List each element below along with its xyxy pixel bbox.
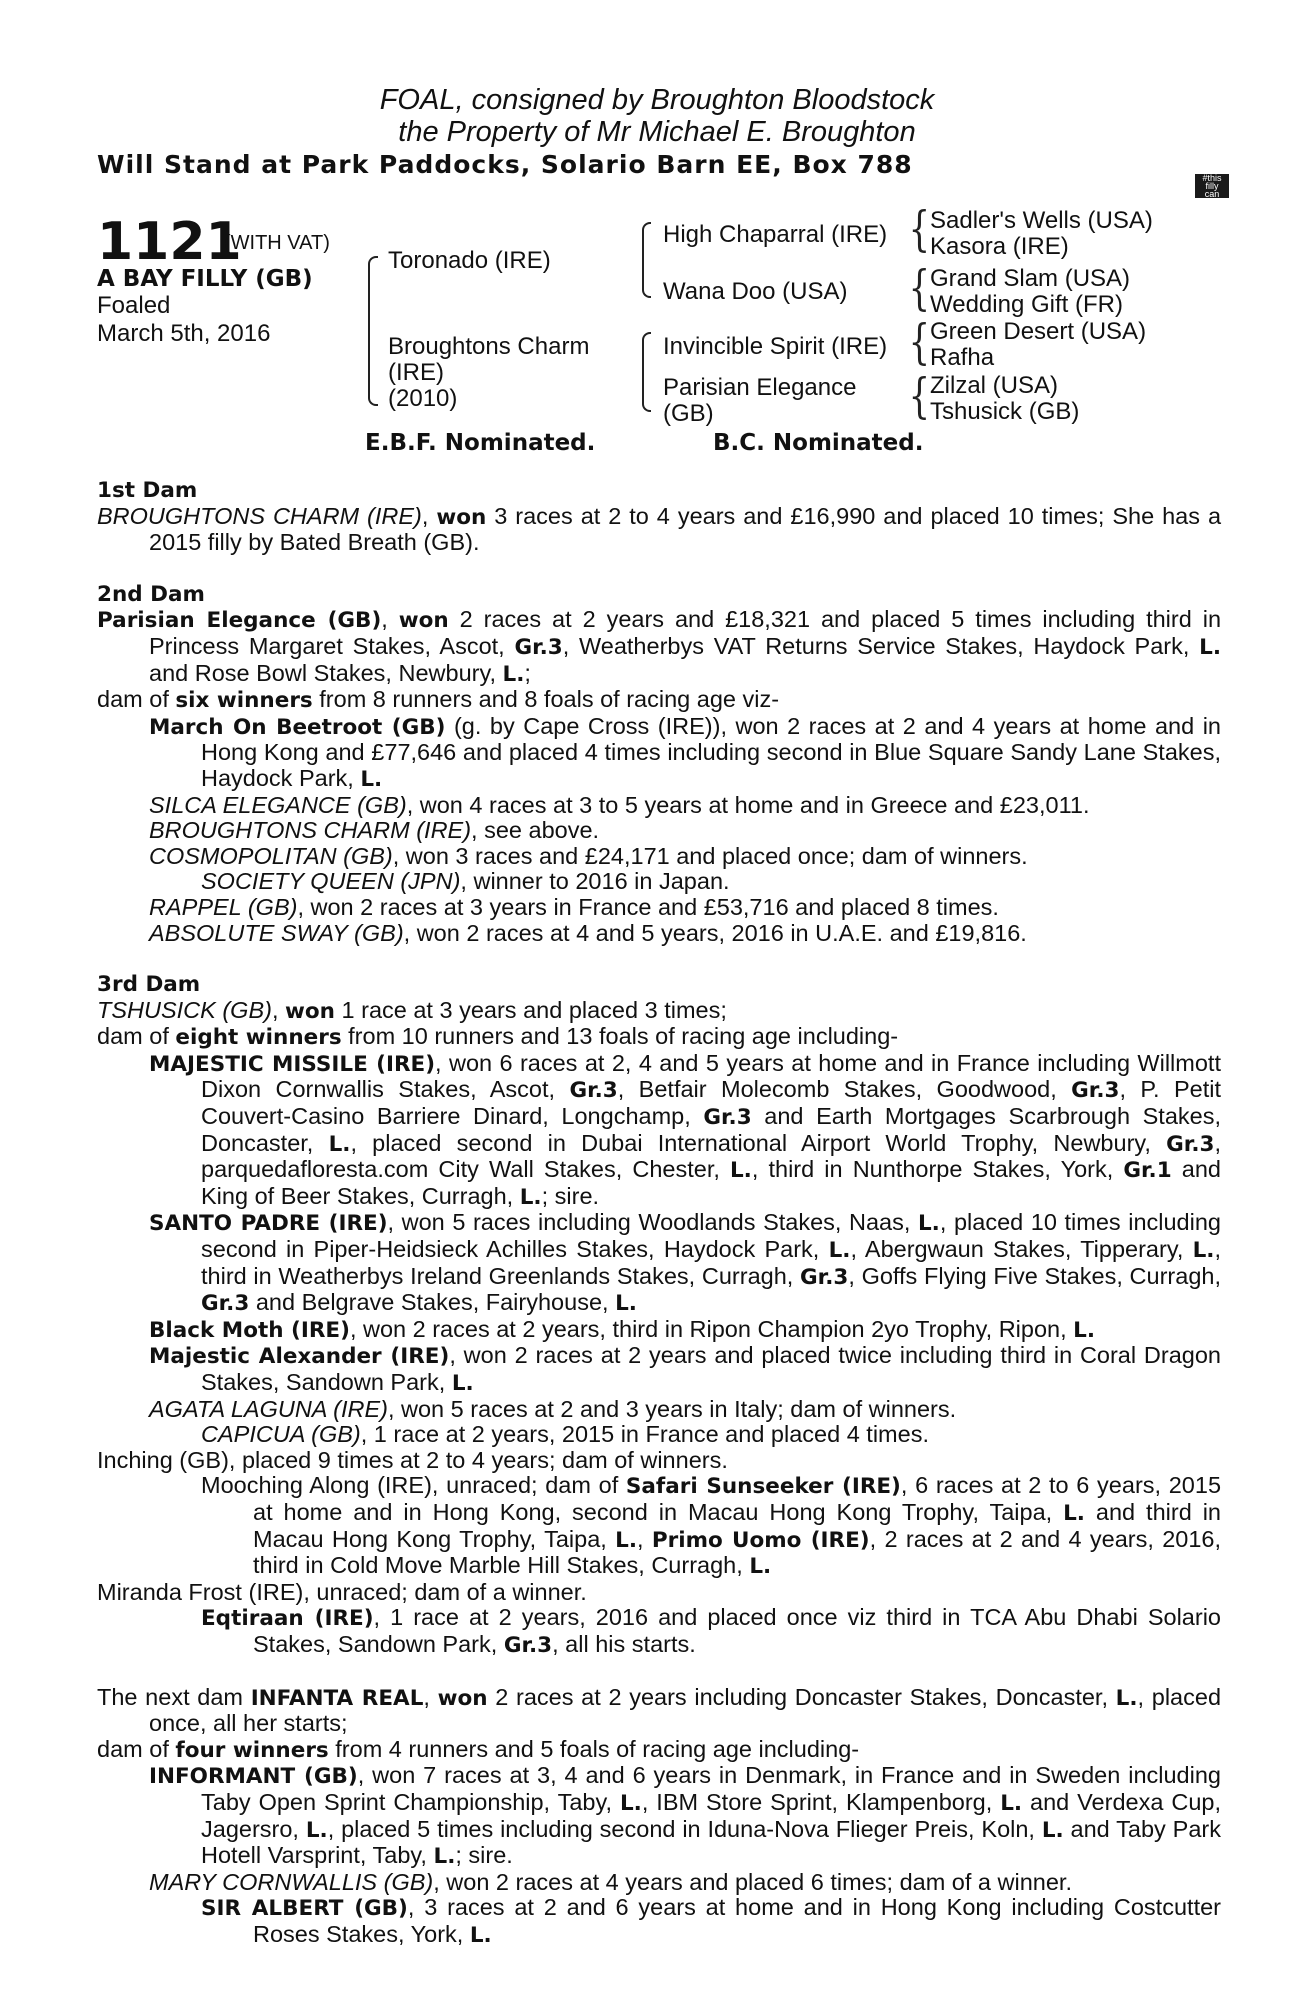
produce-cosmopolitan: COSMOPOLITAN (GB), won 3 races and £24,171 and placed once; dam of winners.	[149, 842, 1028, 869]
foaled-date: March 5th, 2016	[97, 320, 271, 347]
second-dam-entry: Parisian Elegance (GB), won 2 races at 2 years and £18,321 and placed 5 times including third in Princess Margaret Stakes, Ascot, Gr.3, Weatherbys VAT Returns Service Stakes, Haydock Park, L. and Rose Bowl Stakes, Newbury, L.;	[97, 606, 1222, 687]
third-dam-heading: 3rd Dam	[97, 972, 201, 998]
lot-name: A BAY FILLY (GB)	[97, 266, 313, 292]
first-dam-name: BROUGHTONS CHARM (IRE)	[97, 502, 422, 529]
stand-location: Will Stand at Park Paddocks, Solario Barn EE, Box 788	[97, 150, 913, 179]
second-dam-name: Parisian Elegance (GB)	[97, 608, 382, 634]
sire-dam-bracket	[368, 256, 378, 406]
dam-dam-line-1: Parisian Elegance	[663, 374, 857, 401]
brace-3: {	[908, 314, 930, 370]
produce-informant: INFORMANT (GB), won 7 races at 3, 4 and 6 years in Denmark, in France and in Sweden including Taby Open Sprint Championship, Taby, L., IBM Store Sprint, Klampenborg, L. and Verdexa Cup, Jagersro, L., placed 5 times including second in Iduna-Nova Flieger Preis, Koln, L. and Taby Park Hotell Varsprint, Taby, L.; sire.	[149, 1762, 1221, 1870]
produce-eqtiraan: Eqtiraan (IRE), 1 race at 2 years, 2016 and placed once viz third in TCA Abu Dhabi Solario Stakes, Sandown Park, Gr.3, all his starts.	[201, 1604, 1221, 1658]
first-dam-entry: BROUGHTONS CHARM (IRE), won 3 races at 2 to 4 years and £16,990 and placed 10 times; She has a 2015 filly by Bated Breath (GB).	[97, 502, 1222, 556]
dam-sire-dam: Rafha	[930, 344, 995, 371]
second-dam-produce-summary: dam of six winners from 8 runners and 8 foals of racing age viz-	[97, 686, 780, 714]
produce-absolute-sway: ABSOLUTE SWAY (GB), won 2 races at 4 and 5 years, 2016 in U.A.E. and £19,816.	[149, 919, 1027, 946]
produce-majestic-missile: MAJESTIC MISSILE (IRE), won 6 races at 2, 4 and 5 years at home and in France including Willmott Dixon Cornwallis Stakes, Ascot, Gr.3, Betfair Molecomb Stakes, Goodwood, Gr.3, P. Petit Couvert-Casino Barriere Dinard, Longchamp, Gr.3 and Earth Mortgages Scarbrough Stakes, Doncaster, L., placed second in Dubai International Airport World Trophy, Newbury, Gr.3, parquedafloresta.com City Wall Stakes, Chester, L., third in Nunthorpe Stakes, York, Gr.1 and King of Beer Stakes, Curragh, L.; sire.	[149, 1049, 1221, 1210]
bc-nominated: B.C. Nominated.	[713, 430, 924, 456]
brace-4: {	[908, 368, 930, 424]
first-dam-heading: 1st Dam	[97, 478, 198, 503]
produce-silca-elegance: SILCA ELEGANCE (GB), won 4 races at 3 to 5 years at home and in Greece and £23,011.	[149, 791, 1090, 818]
sire-parents-bracket	[642, 222, 651, 298]
produce-march-on-beetroot: March On Beetroot (GB) (g. by Cape Cross (IRE)), won 2 races at 2 and 4 years at home and in Hong Kong and £77,646 and placed 4 times including second in Blue Square Sandy Lane Stakes, Haydock Park, L.	[149, 712, 1221, 792]
sire: Toronado (IRE)	[388, 247, 551, 274]
header-line-1: FOAL, consigned by Broughton Bloodstock	[379, 84, 935, 116]
produce-santo-padre: SANTO PADRE (IRE), won 5 races including Woodlands Stakes, Naas, L., placed 10 times including second in Piper-Heidsieck Achilles Stakes, Haydock Park, L., Abergwaun Stakes, Tipperary, L., third in Weatherbys Ireland Greenlands Stakes, Curragh, Gr.3, Goffs Flying Five Stakes, Curragh, Gr.3 and Belgrave Stakes, Fairyhouse, L.	[149, 1209, 1221, 1317]
produce-black-moth: Black Moth (IRE), won 2 races at 2 years, third in Ripon Champion 2yo Trophy, Ripon, L.	[149, 1315, 1096, 1343]
this-filly-can-logo: #this filly can	[1195, 174, 1229, 198]
produce-inching: Inching (GB), placed 9 times at 2 to 4 years; dam of winners.	[97, 1446, 728, 1473]
produce-broughtons-charm: BROUGHTONS CHARM (IRE), see above.	[149, 817, 600, 844]
fourth-dam-entry: The next dam INFANTA REAL, won 2 races at 2 years including Doncaster Stakes, Doncaster, L., placed once, all her starts;	[97, 1683, 1222, 1737]
second-dam-heading: 2nd Dam	[97, 581, 205, 607]
produce-rappel: RAPPEL (GB), won 2 races at 3 years in France and £53,716 and placed 8 times.	[149, 893, 999, 920]
foaled-label: Foaled	[97, 292, 171, 319]
produce-miranda-frost: Miranda Frost (IRE), unraced; dam of a winner.	[97, 1578, 587, 1605]
produce-capicua: CAPICUA (GB), 1 race at 2 years, 2015 in France and placed 4 times.	[201, 1421, 929, 1448]
produce-society-queen: SOCIETY QUEEN (JPN), winner to 2016 in Japan.	[201, 868, 730, 895]
header-line-2: the Property of Mr Michael E. Broughton	[398, 116, 916, 148]
dam-dam-line-2: (GB)	[663, 400, 714, 427]
dam-line-3: (2010)	[388, 385, 458, 412]
sire-sire: High Chaparral (IRE)	[663, 221, 888, 248]
dam-dam-dam: Tshusick (GB)	[930, 398, 1080, 425]
lot-number: 1121	[97, 212, 242, 272]
dam-line-2: (IRE)	[388, 359, 444, 386]
sire-sire-sire: Sadler's Wells (USA)	[930, 207, 1153, 234]
brace-1: {	[908, 201, 930, 257]
sire-dam: Wana Doo (USA)	[663, 278, 848, 305]
dam-sire-sire: Green Desert (USA)	[930, 318, 1147, 345]
dam-sire: Invincible Spirit (IRE)	[663, 333, 888, 360]
produce-mooching-along: Mooching Along (IRE), unraced; dam of Safari Sunseeker (IRE), 6 races at 2 to 6 years, 2015 at home and in Hong Kong, second in Macau Hong Kong Trophy, Taipa, L. and third in Macau Hong Kong Trophy, Taipa, L., Primo Uomo (IRE), 2 races at 2 and 4 years, 2016, third in Cold Move Marble Hill Stakes, Curragh, L.	[201, 1472, 1222, 1580]
third-dam-entry: TSHUSICK (GB), won 1 race at 3 years and placed 3 times;	[97, 996, 727, 1024]
brace-2: {	[908, 260, 930, 316]
produce-majestic-alexander: Majestic Alexander (IRE), won 2 races at 2 years and placed twice including third in Coral Dragon Stakes, Sandown Park, L.	[149, 1342, 1221, 1396]
catalogue-body	[97, 478, 1221, 1948]
produce-mary-cornwallis: MARY CORNWALLIS (GB), won 2 races at 4 years and placed 6 times; dam of a winner.	[149, 1868, 1072, 1895]
dam-dam-sire: Zilzal (USA)	[930, 372, 1059, 399]
produce-agata-laguna: AGATA LAGUNA (IRE), won 5 races at 2 and 3 years in Italy; dam of winners.	[149, 1395, 957, 1422]
sire-sire-dam: Kasora (IRE)	[930, 233, 1069, 260]
sire-dam-dam: Wedding Gift (FR)	[930, 291, 1123, 318]
dam-line-1: Broughtons Charm	[388, 333, 590, 360]
produce-sir-albert: SIR ALBERT (GB), 3 races at 2 and 6 years at home and in Hong Kong including Costcutter Roses Stakes, York, L.	[201, 1894, 1221, 1948]
third-dam-produce-summary: dam of eight winners from 10 runners and 13 foals of racing age including-	[97, 1023, 899, 1051]
vat-label: (WITH VAT)	[224, 232, 330, 254]
ebf-nominated: E.B.F. Nominated.	[365, 430, 596, 456]
dam-parents-bracket	[642, 332, 651, 412]
fourth-dam-produce-summary: dam of four winners from 4 runners and 5 foals of racing age including-	[97, 1735, 860, 1763]
sire-dam-sire: Grand Slam (USA)	[930, 265, 1131, 292]
